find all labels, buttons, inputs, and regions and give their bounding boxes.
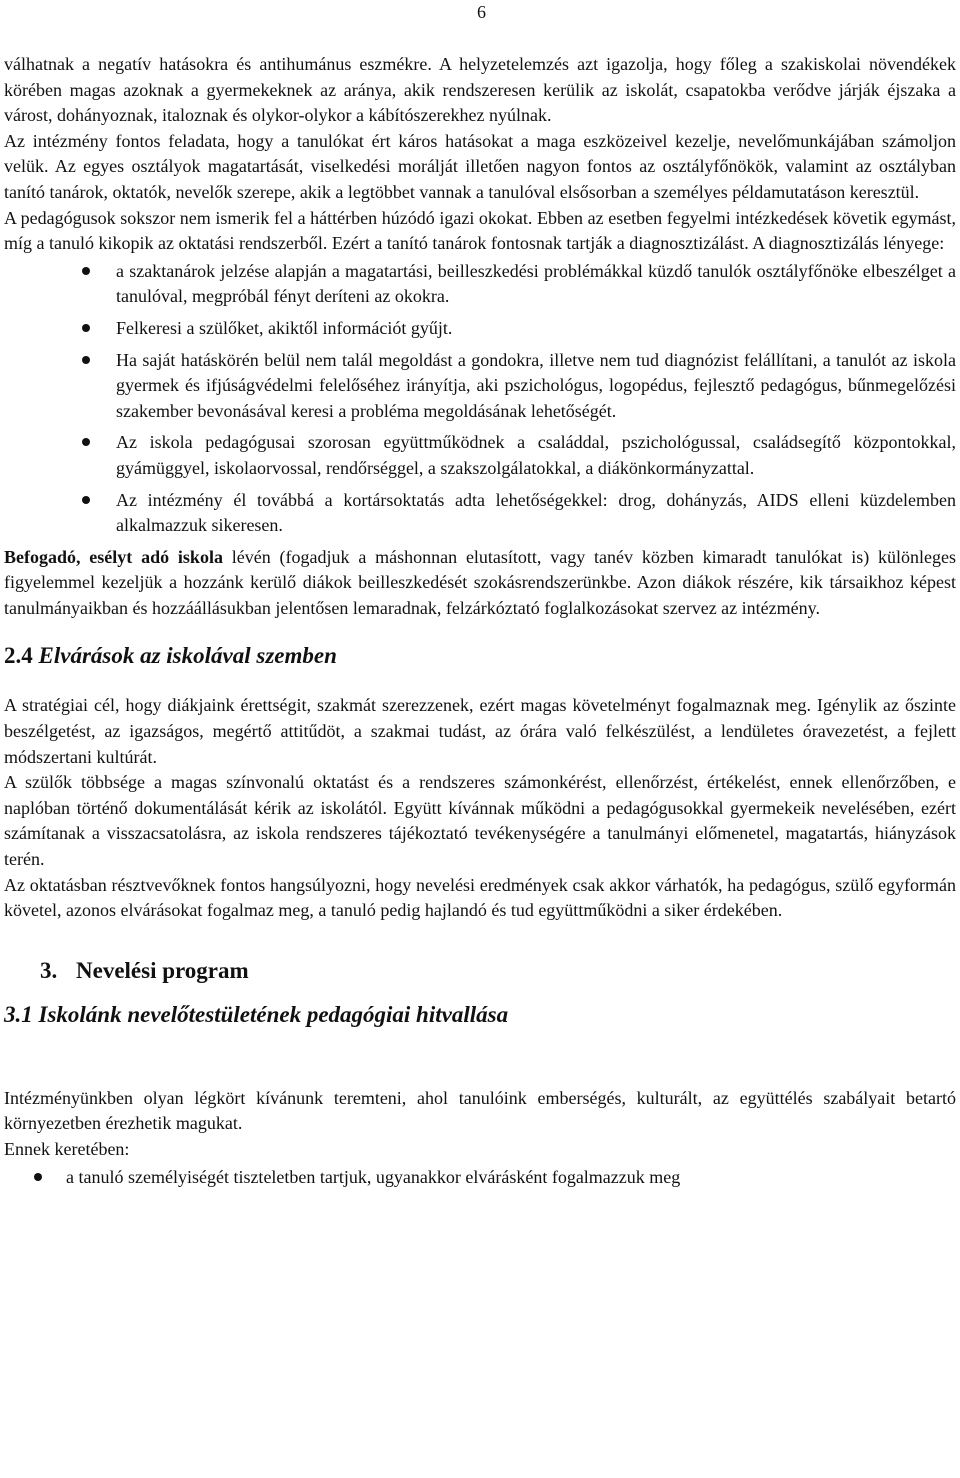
paragraph: A szülők többsége a magas színvonalú oktatást és a rendszeres számonkérést, ellenőrzést, értékelést, ennek ellenőrzőben, e naplóban történő dokumentálását kérik az iskolától. Együtt kívánnak működni a pedagógusokkal gyermekeik nevelésében, ezért számítanak a visszacsatolásra, az iskola rendszeres tájékoztató tevékenységére a tanulmányi előmenetel, magatartás, hiányzások terén. bbox=[4, 772, 956, 870]
section-heading-3-1: 3.1 Iskolánk nevelőtestületének pedagógiai hitvallása bbox=[4, 1001, 509, 1027]
page-number: 6 bbox=[477, 2, 486, 22]
bullet-icon bbox=[82, 496, 90, 504]
section-heading-2-4: 2.4 Elvárások az iskolával szemben bbox=[4, 643, 337, 669]
paragraph: Ennek keretében: bbox=[4, 1139, 130, 1159]
paragraph-part: Az egyes osztályok magatartását, viselkedési morálját illetően nagyon fontos az osztályfőnökök, valamint az osztályban tanító tanárok, oktatók, nevelők szerepe, akik a legtöbbet vannak a tanulóval elsősorban a személyes példamutatáson keresztül. bbox=[4, 156, 956, 202]
page-content bbox=[4, 52, 956, 1196]
paragraph: válhatnak a negatív hatásokra és antihumánus eszmékre. A helyzetelemzés azt igazolja, hogy főleg a szakiskolai növendékek körében magas azoknak a gyermekeknek az aránya, akik rendszeresen kerülik az iskolát, csapatokba verődve járják éjszaka a várost, dohányoznak, italoznak és olykor-olykor a kábítószerekhez nyúlnak. bbox=[4, 54, 956, 126]
bullet-icon bbox=[82, 356, 90, 364]
bullet-icon bbox=[34, 1173, 42, 1181]
section-heading-3: 3. Nevelési program bbox=[40, 957, 249, 983]
paragraph: Befogadó, esélyt adó iskola lévén (fogadjuk a máshonnan elutasított, vagy tanév közben kimaradt tanulókat is) különleges figyelemmel kezeljük a hozzánk kerülő diákok beilleszkedését szokásrendszerünkbe. Azon diákok részére, kik társaikhoz képest tanulmányaikban és hozzáállásukban jelentősen lemaradnak, felzárkóztató foglalkozásokat szervez az intézmény. bbox=[4, 546, 957, 618]
list-item: a szaktanárok jelzése alapján a magatartási, beilleszkedési problémákkal küzdő tanulók osztályfőnöke elbeszélget a tanulóval, megpróbál fényt deríteni az okokra. bbox=[4, 259, 956, 310]
paragraph: A stratégiai cél, hogy diákjaink érettségit, szakmát szerezzenek, ezért magas követelményt fogalmaznak meg. Igénylik az őszinte beszélgetést, az igazságos, megértő attitűdöt, a szakmai tudást, az órára való felkészülést, a lendületes óravezetést, a fejlett módszertani kultúrát. bbox=[4, 695, 956, 767]
list-item: Az intézmény él továbbá a kortársoktatás adta lehetőségekkel: drog, dohányzás, AIDS elleni küzdelemben alkalmazzuk sikeresen. bbox=[4, 488, 956, 539]
bullet-icon bbox=[82, 438, 90, 446]
bullet-icon bbox=[82, 267, 90, 275]
paragraph bbox=[4, 129, 956, 206]
list-item: Az iskola pedagógusai szorosan együttműködnek a családdal, pszichológussal, családsegítő központokkal, gyámüggyel, iskolaorvossal, rendőrséggel, a szakszolgálatokkal, a diákönkormányzattal. bbox=[4, 430, 956, 481]
paragraph: Az oktatásban résztvevőknek fontos hangsúlyozni, hogy nevelési eredmények csak akkor várhatók, ha pedagógus, szülő egyformán követel, azonos elvárásokat fogalmaz meg, a tanuló pedig hajlandó és tud együttműködni a siker érdekében. bbox=[4, 874, 956, 921]
paragraph-part: Az intézmény fontos feladata, hogy a tanulókat ért káros hatásokat a maga eszközeivel kezelje, nevelőmunkájában számoljon velük. bbox=[4, 130, 956, 177]
paragraph: A pedagógusok sokszor nem ismerik fel a háttérben húzódó igazi okokat. Ebben az esetben fegyelmi intézkedések követik egymást, míg a tanuló kikopik az oktatási rendszerből. Ezért a tanító tanárok fontosnak tartják a diagnosztizálást. A diagnosztizálás lényege: bbox=[4, 207, 956, 254]
paragraph: Intézményünkben olyan légkört kívánunk teremteni, ahol tanulóink emberségés, kulturált, az együttélés szabályait betartó környezetben érezhetik magukat. bbox=[4, 1087, 956, 1134]
bullet-list bbox=[4, 1165, 956, 1191]
list-item: a tanuló személyiségét tiszteletben tartjuk, ugyanakkor elvárásként fogalmazzuk meg bbox=[4, 1165, 956, 1191]
list-item: Felkeresi a szülőket, akiktől információt gyűjt. bbox=[4, 316, 956, 342]
list-item: Ha saját hatáskörén belül nem talál megoldást a gondokra, illetve nem tud diagnózist felállítani, a tanulót az iskola gyermek és ifjúságvédelmi felelőséhez irányítja, aki pszichológus, logopédus, fejlesztő pedagógus, bűnmegelőzési szakember bevonásával keresi a probléma megoldásának lehetőségét. bbox=[4, 348, 956, 425]
bullet-icon bbox=[82, 324, 90, 332]
bullet-list bbox=[4, 259, 956, 539]
bold-lead: Befogadó, esélyt adó iskola bbox=[4, 546, 223, 567]
